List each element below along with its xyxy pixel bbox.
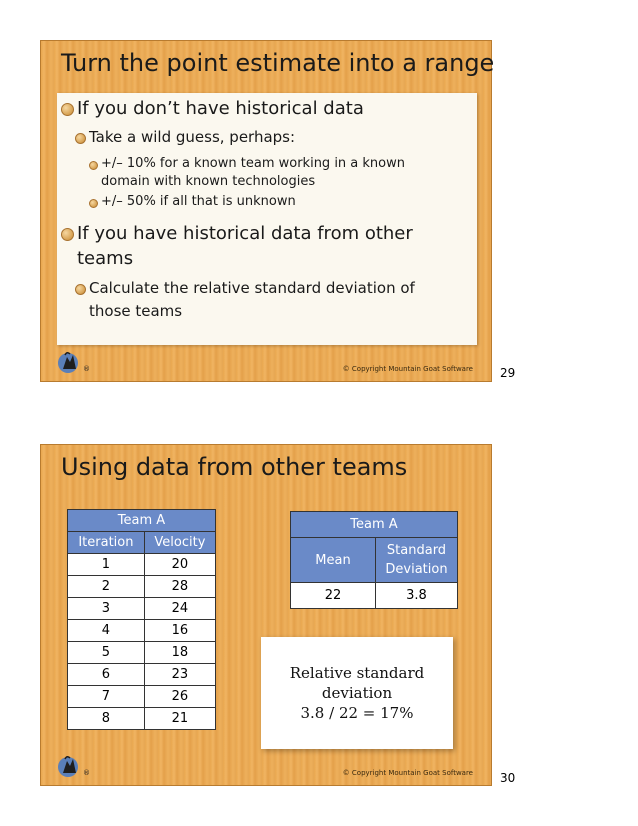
mountain-goat-logo [55,349,85,375]
header-line: Standard [386,543,447,558]
velocity-cell: 16 [144,620,215,642]
copyright-text: © Copyright Mountain Goat Software [342,365,473,373]
note-formula: 3.8 / 22 = 17% [300,704,414,722]
velocity-cell: 26 [144,686,215,708]
bullet-level2: Take a wild guess, perhaps: [89,128,296,146]
slide-title: Turn the point estimate into a range [61,49,495,77]
page-number: 29 [500,366,516,380]
mountain-goat-logo [55,753,85,779]
iteration-cell: 3 [68,598,145,620]
velocity-cell: 20 [144,554,215,576]
bullet-icon [61,103,74,116]
bullet-level3-continued: domain with known technologies [101,174,316,189]
table-row [68,642,216,664]
slide-30 [40,444,492,786]
table-row [68,598,216,620]
iteration-cell: 8 [68,708,145,730]
bullet-level2-continued: those teams [89,302,183,320]
table-row [68,554,216,576]
column-header-standard-deviation [376,538,458,583]
iteration-cell: 4 [68,620,145,642]
bullet-level1: If you have historical data from other [77,223,413,244]
bullet-icon [75,133,86,144]
table-row [68,686,216,708]
table-row [68,620,216,642]
page-number: 30 [500,771,516,785]
header-line: Deviation [385,562,448,577]
content-paper [57,93,477,345]
bullet-icon [75,284,86,295]
bullet-icon [89,161,98,170]
copyright-text: © Copyright Mountain Goat Software [342,769,473,777]
slide-29 [40,40,495,382]
registered-mark: ® [83,365,90,373]
slide-title: Using data from other teams [61,453,408,481]
bullet-level2: Calculate the relative standard deviation of [89,279,415,297]
bullet-icon [89,199,98,208]
bullet-icon [61,228,74,241]
table-row [68,664,216,686]
velocity-cell: 18 [144,642,215,664]
velocity-cell: 28 [144,576,215,598]
bullet-level3: +/– 50% if all that is unknown [101,194,296,209]
column-header-iteration: Iteration [68,532,145,554]
iteration-cell: 5 [68,642,145,664]
iteration-cell: 7 [68,686,145,708]
mean-cell: 22 [291,583,376,609]
table-team-header: Team A [291,512,458,538]
bullet-level1: If you don’t have historical data [77,98,364,119]
relative-std-dev-note [261,637,453,749]
table-team-header: Team A [68,510,216,532]
velocity-cell: 21 [144,708,215,730]
bullet-level1-continued: teams [77,248,134,269]
note-line: Relative standard [289,664,425,682]
iteration-cell: 6 [68,664,145,686]
column-header-velocity: Velocity [144,532,215,554]
iteration-cell: 1 [68,554,145,576]
iteration-cell: 2 [68,576,145,598]
team-a-summary-table [290,511,458,609]
velocity-cell: 24 [144,598,215,620]
column-header-mean: Mean [291,538,376,583]
note-line: deviation [321,684,393,702]
registered-mark: ® [83,769,90,777]
velocity-cell: 23 [144,664,215,686]
stddev-cell: 3.8 [376,583,458,609]
table-row [68,708,216,730]
bullet-level3: +/– 10% for a known team working in a known [101,156,405,171]
team-a-velocity-table [67,509,216,730]
table-row [68,576,216,598]
table-row [291,583,458,609]
